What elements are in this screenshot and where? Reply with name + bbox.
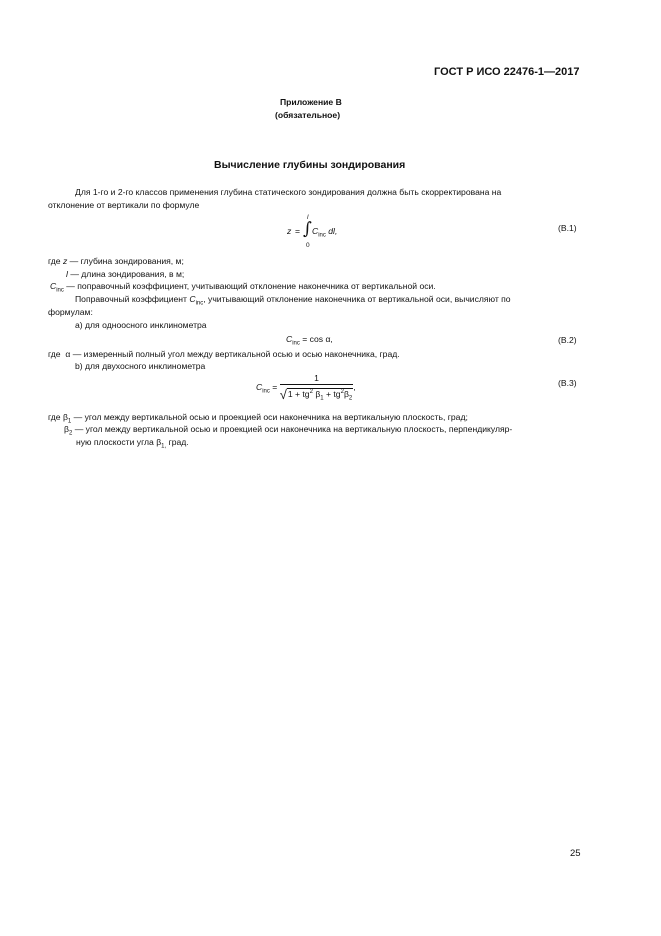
eq3-den-exp1: 2	[309, 389, 313, 396]
def-beta1-symbol: β	[62, 412, 68, 422]
appendix-status: (обязательное)	[275, 110, 341, 120]
eq3-den-beta1: β	[315, 389, 321, 399]
def-l-symbol: l	[66, 269, 68, 279]
eq3-lhs-sub: inc	[262, 388, 270, 395]
def-z-lead: где	[48, 256, 61, 266]
def-alpha-lead: где	[48, 349, 61, 359]
eq1-integrand-sub: inc	[318, 232, 326, 239]
item-a: а) для одноосного инклинометра	[75, 320, 207, 330]
def-beta2-cont2: град.	[168, 437, 189, 447]
def-beta1-text: — угол между вертикальной осью и проекцией оси наконечника на вертикальную плоскость, град;	[73, 412, 468, 422]
eq1-differential: dl,	[328, 226, 338, 236]
def-beta2-cont-sub: 1,	[161, 443, 167, 450]
eq3-den-beta2-sub: 2	[348, 395, 353, 402]
page-number: 25	[570, 848, 581, 859]
eq3-den-exp2: 2	[340, 389, 344, 396]
eq3-numerator: 1	[314, 373, 319, 383]
eq1-lower-limit: 0	[306, 242, 310, 249]
eq3-denominator	[279, 381, 356, 402]
eq3-fraction	[280, 373, 354, 402]
def-beta-lead: где	[48, 412, 61, 422]
def-beta2-symbol: β	[64, 424, 69, 434]
integral-sign-icon: ∫	[303, 219, 312, 239]
def-cinc-text: — поправочный коэффициент, учитывающий отклонение наконечника от вертикальной оси.	[66, 281, 436, 291]
def-l-text: — длина зондирования, в м;	[70, 269, 185, 279]
section-title: Вычисление глубины зондирования	[214, 159, 406, 171]
eq3-equals: =	[272, 381, 278, 392]
intro-line-1: Для 1-го и 2-го классов применения глубина статического зондирования должна быть скорректирована на	[75, 187, 502, 197]
equation-number-b1: (В.1)	[558, 223, 577, 233]
eq1-lhs: z	[287, 226, 292, 236]
def-beta1-sub: 1	[67, 418, 72, 425]
para2-line2: формулам:	[48, 307, 93, 317]
para2-line1	[75, 294, 511, 307]
def-l	[66, 269, 184, 279]
def-cinc-symbol: C	[50, 281, 57, 291]
para2-part2: , учитывающий отклонение наконечника от вертикальной оси, вычисляют по	[203, 294, 511, 304]
item-b: b) для двухосного инклинометра	[75, 361, 206, 371]
def-beta2-continuation	[76, 437, 189, 450]
eq3-radicand	[287, 388, 353, 402]
eq1-integrand-symbol: C	[312, 226, 319, 236]
def-beta2-cont1: ную плоскости угла	[76, 437, 154, 447]
eq2-lhs-sub: inc	[292, 340, 300, 347]
eq3-den-1: 1 + tg	[287, 389, 310, 399]
para2-symbol: C	[189, 294, 196, 304]
def-beta1	[48, 412, 468, 425]
eq2-lhs: C	[286, 334, 293, 344]
def-alpha-text: — измеренный полный угол между вертикальной осью и осью наконечника, град.	[72, 349, 400, 359]
equation-b2	[286, 334, 333, 347]
equation-number-b3: (В.3)	[558, 378, 577, 388]
def-cinc-sub: inc	[56, 287, 64, 294]
appendix-title: Приложение В	[280, 97, 342, 107]
def-alpha-symbol: α	[65, 349, 71, 359]
equation-b3	[256, 373, 356, 402]
equation-number-b2: (В.2)	[558, 335, 577, 345]
def-z	[48, 256, 184, 266]
eq3-den-plus: + tg	[326, 389, 341, 399]
def-z-text: — глубина зондирования, м;	[69, 256, 184, 266]
eq1-equals: =	[295, 226, 301, 236]
eq1-upper-limit: l	[307, 214, 309, 221]
def-cinc	[50, 281, 436, 294]
def-beta2-sub: 2	[68, 430, 73, 437]
eq3-lhs: C	[256, 381, 263, 392]
eq3-comma: ,	[353, 381, 356, 392]
def-beta2-cont-symbol: β	[156, 437, 162, 447]
def-beta2	[64, 424, 512, 437]
para2-part1: Поправочный коэффициент	[75, 294, 187, 304]
intro-line-2: отклонение от вертикали по формуле	[48, 200, 200, 210]
para2-sub: inc	[195, 300, 204, 307]
eq2-rhs: = cos α,	[302, 334, 333, 344]
eq1-integrand	[312, 226, 337, 239]
document-code: ГОСТ Р ИСО 22476-1—2017	[434, 66, 580, 78]
def-z-symbol: z	[62, 256, 68, 266]
square-root-icon: √	[279, 387, 287, 402]
def-alpha	[48, 349, 400, 359]
equation-b1	[285, 214, 365, 250]
def-beta2-text: — угол между вертикальной осью и проекцией оси наконечника на вертикальную плоскость, перпендикуляр-	[74, 424, 513, 434]
eq3-den-beta2: β	[343, 389, 349, 399]
eq3-den-beta1-sub: 1	[320, 395, 324, 402]
